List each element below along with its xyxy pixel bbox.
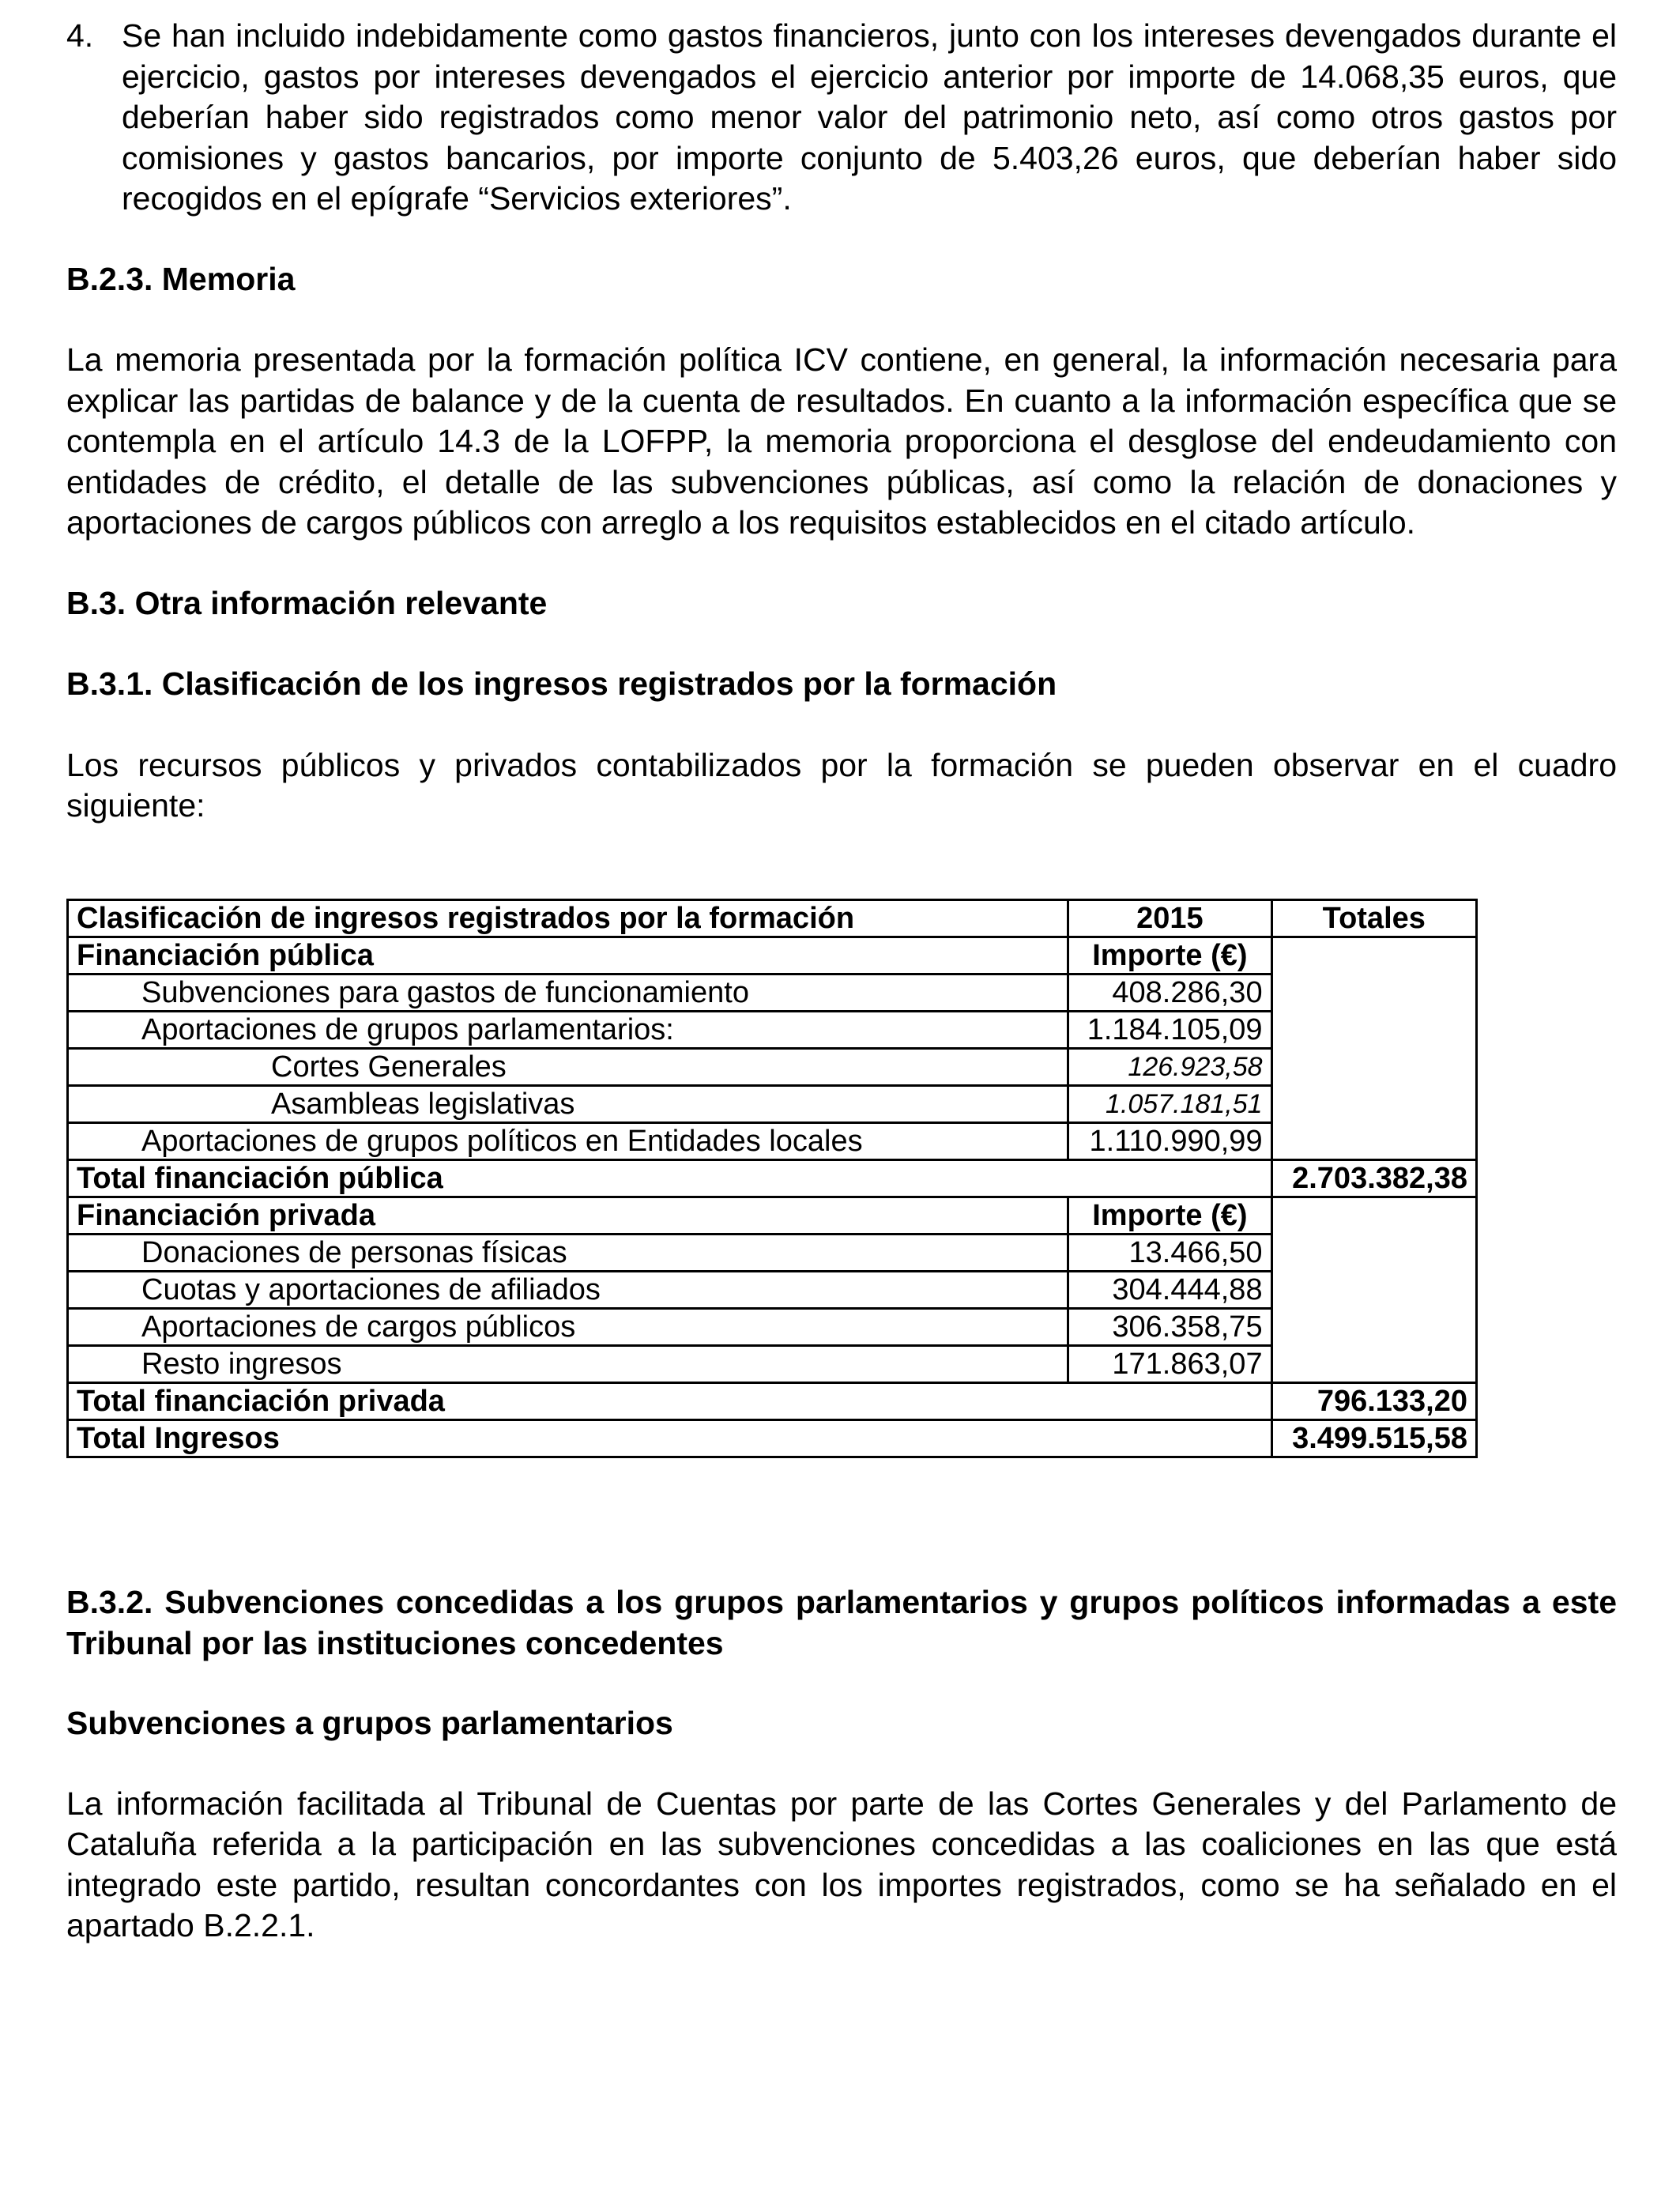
header-cell: Totales bbox=[1271, 900, 1476, 937]
table-row bbox=[68, 937, 1477, 974]
row-value: 1.110.990,99 bbox=[1068, 1123, 1271, 1160]
public-total-value: 2.703.382,38 bbox=[1271, 1160, 1476, 1197]
row-value: 1.184.105,09 bbox=[1068, 1012, 1271, 1049]
list-item bbox=[66, 16, 1617, 220]
section-heading-memoria: B.2.3. Memoria bbox=[66, 260, 296, 297]
row-value: 408.286,30 bbox=[1068, 974, 1271, 1012]
table-row bbox=[68, 1383, 1477, 1420]
grand-total-value: 3.499.515,58 bbox=[1271, 1420, 1476, 1457]
row-value: 13.466,50 bbox=[1068, 1235, 1271, 1272]
row-value: 126.923,58 bbox=[1068, 1049, 1271, 1086]
table-row bbox=[68, 974, 1477, 1012]
row-label: Resto ingresos bbox=[68, 1346, 1068, 1383]
public-total-label: Total financiación pública bbox=[68, 1160, 1272, 1197]
table-row bbox=[68, 1086, 1477, 1123]
document-page-lower bbox=[66, 1582, 1617, 1947]
row-label: Aportaciones de cargos públicos bbox=[68, 1309, 1068, 1346]
row-label: Aportaciones de grupos parlamentarios: bbox=[68, 1012, 1068, 1049]
row-label: Asambleas legislativas bbox=[68, 1086, 1068, 1123]
table-row bbox=[68, 1160, 1477, 1197]
row-label: Cortes Generales bbox=[68, 1049, 1068, 1086]
memoria-paragraph: La memoria presentada por la formación política ICV contiene, en general, la información necesaria para explicar las partidas de balance y de la cuenta de resultados. En cuanto a la información específica que se contempla en el artículo 14.3 de la LOFPP, la memoria proporciona el desglose del endeudamiento con entidades de crédito, el detalle de las subvenciones públicas, así como la relación de donaciones y aportaciones de cargos públicos con arreglo a los requisitos establecidos en el citado artículo. bbox=[66, 341, 1617, 541]
public-section-label: Financiación pública bbox=[68, 937, 1068, 974]
private-total-label: Total financiación privada bbox=[68, 1383, 1272, 1420]
row-value: 1.057.181,51 bbox=[1068, 1086, 1271, 1123]
row-label: Donaciones de personas físicas bbox=[68, 1235, 1068, 1272]
row-value: 171.863,07 bbox=[1068, 1346, 1271, 1383]
section-heading-otra-info: B.3. Otra información relevante bbox=[66, 584, 548, 621]
table-row bbox=[68, 1272, 1477, 1309]
list-item-number: 4. bbox=[66, 17, 94, 54]
table-row bbox=[68, 1309, 1477, 1346]
private-section-label: Financiación privada bbox=[68, 1197, 1068, 1235]
header-cell: 2015 bbox=[1068, 900, 1271, 937]
public-unit: Importe (€) bbox=[1068, 937, 1271, 974]
totals-empty-cell bbox=[1271, 1197, 1476, 1383]
income-classification-table bbox=[66, 899, 1478, 1458]
table-header-row bbox=[68, 900, 1477, 937]
section-heading-clasificacion: B.3.1. Clasificación de los ingresos registrados por la formación bbox=[66, 665, 1057, 702]
totals-empty-cell bbox=[1271, 937, 1476, 1160]
private-total-value: 796.133,20 bbox=[1271, 1383, 1476, 1420]
table-row bbox=[68, 1420, 1477, 1457]
subheading-grupos-parlamentarios: Subvenciones a grupos parlamentarios bbox=[66, 1705, 673, 1741]
row-label: Subvenciones para gastos de funcionamiento bbox=[68, 974, 1068, 1012]
row-value: 306.358,75 bbox=[1068, 1309, 1271, 1346]
private-unit: Importe (€) bbox=[1068, 1197, 1271, 1235]
document-page bbox=[66, 16, 1617, 827]
subvenciones-paragraph: La información facilitada al Tribunal de Cuentas por parte de las Cortes Generales y del Parlamento de Cataluña referida a la participación en las subvenciones concedidas a las coaliciones en las que está integrado este partido, resultan concordantes con los importes registrados, como se ha señalado en el apartado B.2.2.1. bbox=[66, 1785, 1617, 1943]
table-row bbox=[68, 1235, 1477, 1272]
table-row bbox=[68, 1049, 1477, 1086]
table-row bbox=[68, 1346, 1477, 1383]
clasificacion-paragraph: Los recursos públicos y privados contabilizados por la formación se pueden observar en el cuadro siguiente: bbox=[66, 746, 1617, 824]
section-heading-subvenciones: B.3.2. Subvenciones concedidas a los grupos parlamentarios y grupos políticos informadas a este Tribunal por las instituciones concedentes bbox=[66, 1584, 1617, 1661]
table-row bbox=[68, 1012, 1477, 1049]
row-label: Aportaciones de grupos políticos en Entidades locales bbox=[68, 1123, 1068, 1160]
list-item-text: Se han incluido indebidamente como gastos financieros, junto con los intereses devengados durante el ejercicio, gastos por intereses devengados el ejercicio anterior por importe de 14.068,35 euros, que deberían haber sido registrados como menor valor del patrimonio neto, así como otros gastos por comisiones y gastos bancarios, por importe conjunto de 5.403,26 euros, que deberían haber sido recogidos en el epígrafe “Servicios exteriores”. bbox=[122, 17, 1617, 217]
row-label: Cuotas y aportaciones de afiliados bbox=[68, 1272, 1068, 1309]
table-row bbox=[68, 1197, 1477, 1235]
grand-total-label: Total Ingresos bbox=[68, 1420, 1272, 1457]
row-value: 304.444,88 bbox=[1068, 1272, 1271, 1309]
table-row bbox=[68, 1123, 1477, 1160]
header-cell: Clasificación de ingresos registrados por la formación bbox=[68, 900, 1068, 937]
